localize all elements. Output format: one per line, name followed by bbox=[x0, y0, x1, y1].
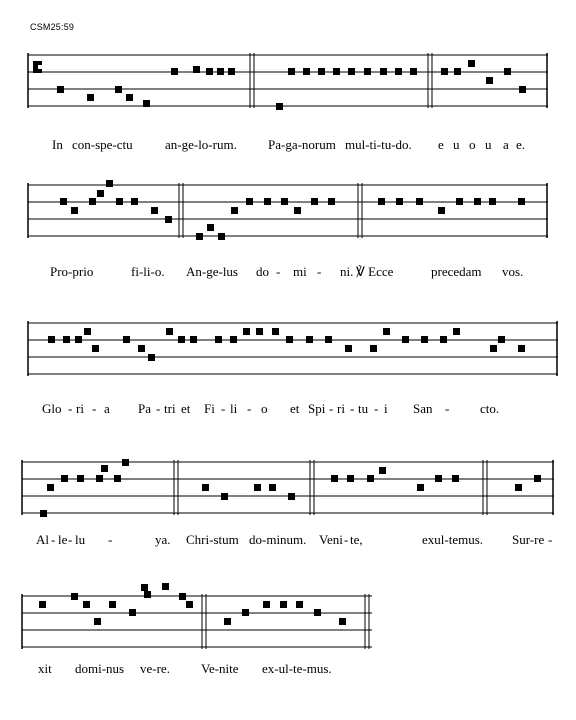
lyric-syllable: - bbox=[68, 532, 73, 547]
lyric-syllable: e bbox=[438, 137, 444, 152]
neumes-system-3 bbox=[48, 328, 525, 361]
lyrics-system-1 bbox=[52, 137, 542, 155]
staff-system-1 bbox=[28, 55, 548, 115]
lyric-syllable: - bbox=[221, 401, 226, 416]
lyric-syllable: exul-temus. bbox=[422, 532, 484, 547]
lyric-syllable: - bbox=[344, 532, 349, 547]
lyric-syllable: ℣ Ecce bbox=[356, 264, 394, 279]
lyric-syllable: Spi bbox=[308, 401, 326, 416]
lyric-syllable: - bbox=[329, 401, 334, 416]
lyric-syllable: ni. bbox=[340, 264, 354, 279]
lyric-syllable: Pro-prio bbox=[50, 264, 94, 279]
lyric-syllable: Veni bbox=[319, 532, 343, 547]
lyric-syllable: - bbox=[548, 532, 553, 547]
lyric-syllable: ve-re. bbox=[140, 661, 170, 676]
lyric-syllable: mul-ti-tu-do. bbox=[345, 137, 412, 152]
lyric-syllable: tri bbox=[164, 401, 176, 416]
lyric-syllable: - bbox=[68, 401, 73, 416]
lyric-syllable: i bbox=[384, 401, 388, 416]
lyric-syllable: - bbox=[445, 401, 450, 416]
lyric-syllable: o bbox=[469, 137, 476, 152]
lyric-syllable: et bbox=[181, 401, 191, 416]
lyric-syllable: cto. bbox=[480, 401, 500, 416]
lyric-syllable: a bbox=[104, 401, 110, 416]
neumes-system-1 bbox=[57, 60, 526, 110]
lyric-syllable: Fi bbox=[204, 401, 215, 416]
lyric-syllable: Glo bbox=[42, 401, 62, 416]
lyric-syllable: con-spe-ctu bbox=[72, 137, 133, 152]
neumes-system-2 bbox=[60, 180, 525, 240]
lyric-syllable: - bbox=[108, 532, 113, 547]
lyric-syllable: ya. bbox=[155, 532, 171, 547]
lyric-syllable: et bbox=[290, 401, 300, 416]
lyrics-system-4 bbox=[36, 532, 556, 550]
lyric-syllable: li bbox=[230, 401, 238, 416]
lyric-syllable: Al bbox=[36, 532, 49, 547]
clef-icon bbox=[33, 61, 42, 73]
lyric-syllable: - bbox=[156, 401, 161, 416]
lyric-syllable: u bbox=[485, 137, 492, 152]
lyric-syllable: mi bbox=[293, 264, 307, 279]
neumes-system-4 bbox=[40, 459, 541, 517]
lyric-syllable: u bbox=[453, 137, 460, 152]
lyric-syllable: ri bbox=[76, 401, 84, 416]
lyrics-system-5 bbox=[38, 661, 378, 679]
staff-system-2 bbox=[28, 185, 548, 245]
staff-system-3 bbox=[28, 323, 558, 383]
lyric-syllable: precedam bbox=[431, 264, 482, 279]
lyric-syllable: vos. bbox=[502, 264, 524, 279]
lyric-syllable: do-minum. bbox=[249, 532, 307, 547]
lyric-syllable: In bbox=[52, 137, 63, 152]
staff-system-4 bbox=[22, 462, 554, 522]
lyric-syllable: domi-nus bbox=[75, 661, 125, 676]
lyric-syllable: Pa-ga-norum bbox=[268, 137, 336, 152]
lyric-syllable: Sur-re bbox=[512, 532, 545, 547]
lyric-syllable: an-ge-lo-rum. bbox=[165, 137, 237, 152]
lyric-syllable: - bbox=[51, 532, 56, 547]
lyrics-system-3 bbox=[42, 401, 552, 419]
lyric-syllable: San bbox=[413, 401, 433, 416]
lyric-syllable: ri bbox=[337, 401, 345, 416]
lyric-syllable: - bbox=[247, 401, 252, 416]
lyric-syllable: Pa bbox=[138, 401, 151, 416]
lyric-syllable: do bbox=[256, 264, 269, 279]
lyric-syllable: ex-ul-te-mus. bbox=[262, 661, 332, 676]
lyric-syllable: o bbox=[261, 401, 268, 416]
lyric-syllable: te, bbox=[350, 532, 363, 547]
lyric-syllable: - bbox=[317, 264, 322, 279]
lyric-syllable: - bbox=[276, 264, 281, 279]
lyric-syllable: lu bbox=[75, 532, 86, 547]
lyric-syllable: Chri-stum bbox=[186, 532, 239, 547]
lyrics-system-2 bbox=[50, 264, 540, 282]
lyric-syllable: An-ge-lus bbox=[186, 264, 238, 279]
lyric-syllable: tu bbox=[358, 401, 369, 416]
page-identifier: CSM25:59 bbox=[30, 22, 75, 32]
staff-system-5 bbox=[22, 596, 372, 656]
lyric-syllable: a bbox=[503, 137, 509, 152]
lyric-syllable: xit bbox=[38, 661, 52, 676]
lyric-syllable: - bbox=[374, 401, 379, 416]
neumes-system-5 bbox=[39, 583, 346, 625]
lyric-syllable: fi-li-o. bbox=[131, 264, 165, 279]
lyric-syllable: le bbox=[58, 532, 68, 547]
lyric-syllable: - bbox=[350, 401, 355, 416]
lyric-syllable: Ve-nite bbox=[201, 661, 239, 676]
lyric-syllable: e. bbox=[516, 137, 526, 152]
lyric-syllable: - bbox=[92, 401, 97, 416]
